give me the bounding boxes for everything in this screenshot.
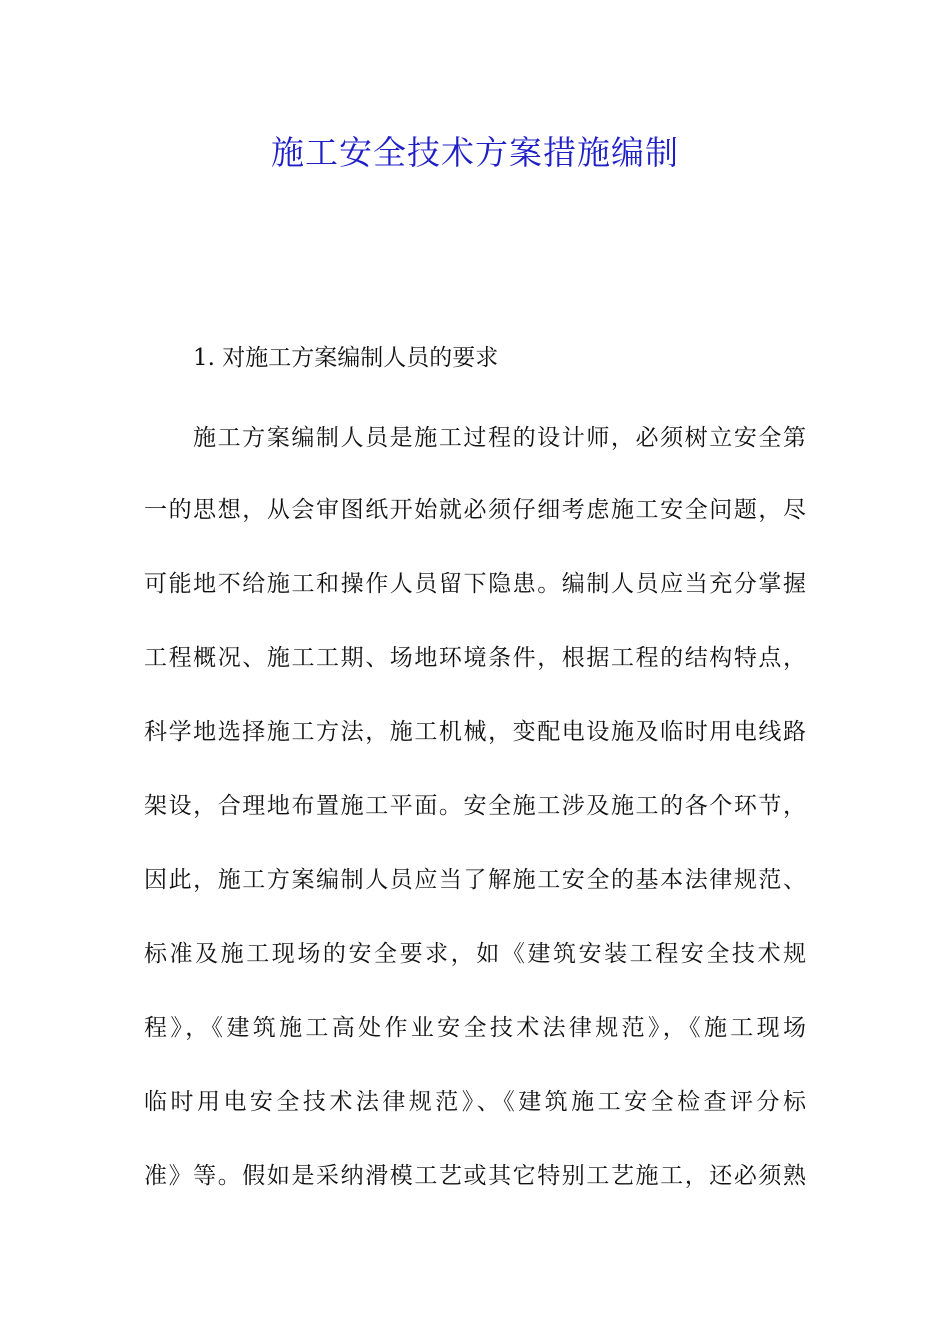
paragraph-line: 标准及施工现场的安全要求，如《建筑安装工程安全技术规 [144,941,806,967]
section-heading: 1. 对施工方案编制人员的要求 [193,345,499,371]
document-title: 施工安全技术方案措施编制 [271,133,679,172]
paragraph-line: 因此，施工方案编制人员应当了解施工安全的基本法律规范、 [144,867,806,893]
paragraph-line: 施工方案编制人员是施工过程的设计师，必须树立安全第 [193,425,806,451]
paragraph-line: 工程概况、施工工期、场地环境条件，根据工程的结构特点， [144,645,806,671]
paragraph-line: 一的思想，从会审图纸开始就必须仔细考虑施工安全问题，尽 [144,497,806,523]
paragraph-line: 程》，《建筑施工高处作业安全技术法律规范》，《施工现场 [144,1015,806,1041]
paragraph-line: 科学地选择施工方法，施工机械，变配电设施及临时用电线路 [144,719,806,745]
paragraph-line: 临时用电安全技术法律规范》、《建筑施工安全检查评分标 [144,1089,806,1115]
paragraph-line: 可能地不给施工和操作人员留下隐患。编制人员应当充分掌握 [144,571,806,597]
paragraph-line: 准》等。假如是采纳滑模工艺或其它特别工艺施工，还必须熟 [144,1163,806,1189]
paragraph-line: 架设，合理地布置施工平面。安全施工涉及施工的各个环节， [144,793,806,819]
